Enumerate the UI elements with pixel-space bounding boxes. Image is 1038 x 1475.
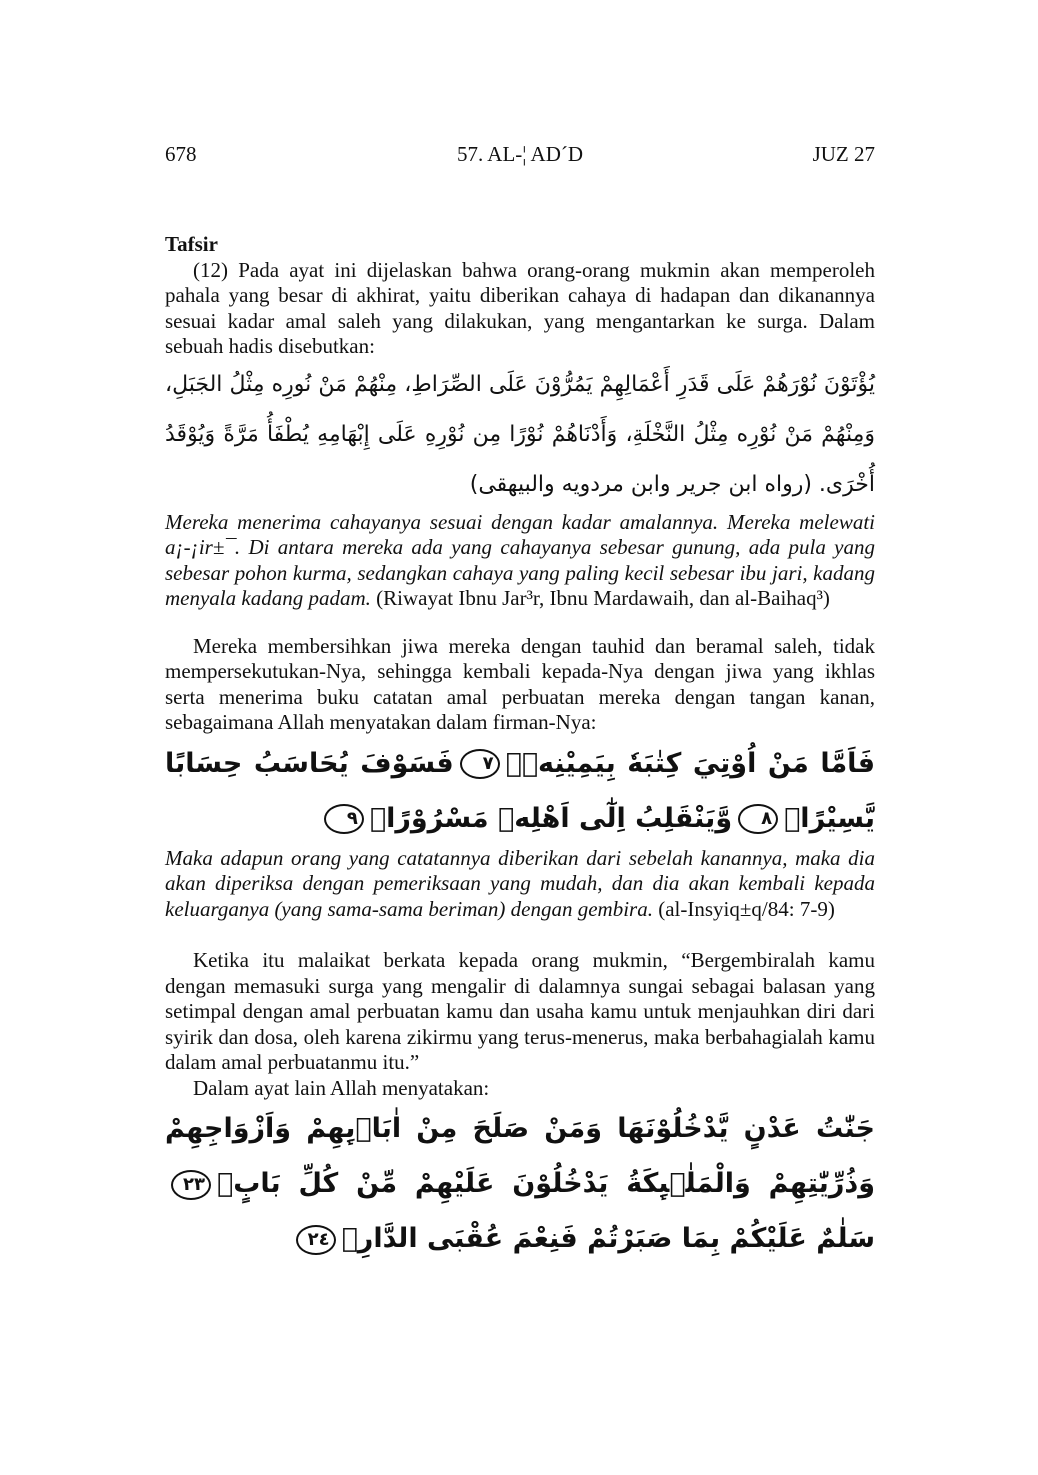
- juz-label: JUZ 27: [812, 142, 875, 166]
- hadith-translation-block: [165, 510, 875, 612]
- verse-text: وَّيَنْقَلِبُ اِلٰٓى اَهْلِهٖ مَسْرُوْرًاۗ: [369, 802, 733, 834]
- ayah-number-marker: ٢٣: [171, 1170, 211, 1200]
- page-header: [165, 142, 875, 176]
- quran-verse-rad: [165, 1101, 875, 1266]
- chapter-title: 57. AL-¦ AD´D: [456, 142, 584, 166]
- ayah-number-marker: ٧: [460, 749, 500, 779]
- hadith-arabic: يُؤْتَوْنَ نُوْرَهُمْ عَلَى قَدَرِ أَعْمَالِهِمْ يَمُرُّوْنَ عَلَى الصِّرَاطِ، مِنْهُمْ مَنْ نُورِه مِثْلُ الجَبَلِ، وَمِنْهُمْ مَنْ نُوْرِه مِثْلُ النَّخْلَةِ، وَأَدْنَاهُمْ نُوْرًا مِن نُوْرِهِ عَلَى إِبْهَامِهِ يُطْفَأُ مَرَّةً وَيُوْقَدُ أُخْرَى. (رواه ابن جرير وابن مردويه والبيهقى): [165, 371, 875, 497]
- verse-text: جَنّٰتُ عَدْنٍ يَّدْخُلُوْنَهَا وَمَنْ صَلَحَ مِنْ اٰبَاۤىِٕهِمْ وَاَزْوَاجِهِمْ وَذُرِّيّٰتِهِمْ وَالْمَلٰۤىِٕكَةُ يَدْخُلُوْنَ عَلَيْهِمْ مِّنْ كُلِّ بَابٍۚ: [165, 1113, 875, 1199]
- quran-verse-insyiqaq: [165, 736, 875, 846]
- paragraph-intro: (12) Pada ayat ini dijelaskan bahwa orang-orang mukmin akan memperoleh pahala yang besar di akhirat, yaitu diberikan cahaya di hadapan dan dikanannya sesuai kadar amal saleh yang dilakukan, yang mengantarkan ke surga. Dalam sebuah hadis disebutkan:: [165, 257, 875, 358]
- hadith-translation: Mereka menerima cahayanya sesuai dengan kadar amalannya. Mereka melewati a¡-¡ir±¯. Di antara mereka ada yang cahayanya sebesar gunung, ada pula yang sebesar pohon kurma, sedangkan cahaya yang paling kecil sebesar ibu jari, kadang menyala kadang padam.: [165, 509, 875, 610]
- verse-text: سَلٰمٌ عَلَيْكُمْ بِمَا صَبَرْتُمْ فَنِعْمَ عُقْبَى الدَّارِۗ: [341, 1223, 875, 1254]
- verse-translation-block: [165, 846, 875, 923]
- verse-source: (al-Insyiq±q/84: 7-9): [652, 896, 835, 921]
- page-content: [165, 232, 875, 1266]
- ayah-number-marker: ٨: [738, 804, 778, 834]
- verse-translation: Maka adapun orang yang catatannya diberikan dari sebelah kanannya, maka dia akan diperiksa dengan pemeriksaan yang mudah, dan dia akan kembali kepada keluarganya (yang sama-sama beriman) dengan gembira.: [165, 845, 875, 921]
- section-heading: Tafsir: [165, 232, 218, 256]
- paragraph-purification: Mereka membersihkan jiwa mereka dengan tauhid dan beramal saleh, tidak mempersekutukan-Nya, sehingga kembali kepada-Nya dengan jiwa yang ikhlas serta menerima buku catatan amal perbuatan mereka dengan tangan kanan, sebagaimana Allah menyatakan dalam firman-Nya:: [165, 633, 875, 734]
- verse-text: فَاَمَّا مَنْ اُوْتِيَ كِتٰبَهٗ بِيَمِيْنِهٖۙ: [505, 747, 876, 779]
- paragraph-another-verse: Dalam ayat lain Allah menyatakan:: [193, 1075, 490, 1100]
- page-number: 678: [165, 142, 197, 166]
- ayah-number-marker: ٢٤: [296, 1225, 336, 1255]
- paragraph-angels: Ketika itu malaikat berkata kepada orang mukmin, “Bergembiralah kamu dengan memasuki surga yang mengalir di dalamnya sungai sebagai balasan yang setimpal dengan amal perbuatan kamu dan usaha kamu untuk menjauhkan diri dari syirik dan dosa, oleh karena zikirmu yang terus-menerus, maka berbahagialah kamu dalam amal perbuatanmu itu.”: [165, 948, 875, 1074]
- ayah-number-marker: ٩: [324, 804, 364, 834]
- hadith-source: (Riwayat Ibnu Jar³r, Ibnu Mardawaih, dan al-Baihaq³): [370, 586, 830, 610]
- verse-text: فَسَوْفَ يُحَاسَبُ حِسَابًا يَّسِيْرًاۙ: [165, 747, 875, 834]
